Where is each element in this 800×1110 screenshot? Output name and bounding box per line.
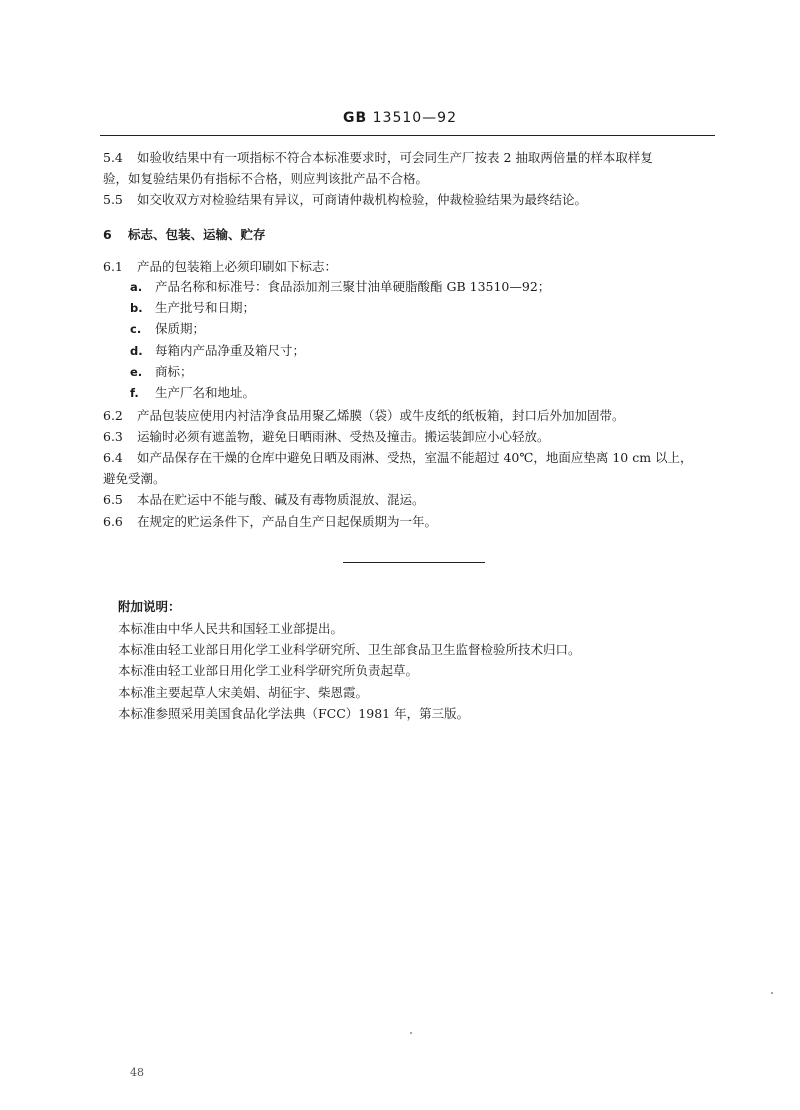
item-text: 每箱内产品净重及箱尺寸； [155, 343, 306, 358]
note-line: 本标准参照采用美国食品化学法典（FCC）1981 年，第三版。 [118, 706, 470, 721]
clause-6-4-continued [103, 468, 166, 489]
clause-text: 如产品保存在干燥的仓库中避免日晒及雨淋、受热，室温不能超过 40℃，地面应垫离 10 cm 以上， [137, 450, 693, 465]
clause-6-3 [103, 426, 550, 447]
clause-6-1 [103, 256, 337, 277]
clause-5-4 [103, 147, 653, 168]
clause-6-5 [103, 489, 425, 510]
item-letter: a. [130, 280, 143, 294]
item-letter: b. [130, 301, 143, 315]
clause-text: 在规定的贮运条件下，产品自生产日起保质期为一年。 [137, 514, 438, 529]
section-end-rule [343, 562, 485, 563]
item-letter: e. [130, 365, 143, 379]
item-letter: f. [130, 386, 139, 400]
clause-number: 6.1 [103, 259, 123, 274]
clause-number: 6.5 [103, 492, 123, 507]
clause-text: 产品的包装箱上必须印刷如下标志： [137, 259, 338, 274]
section-title: 标志、包装、运输、贮存 [128, 227, 266, 242]
list-item [130, 362, 193, 380]
list-item [130, 319, 205, 337]
clause-6-6 [103, 511, 437, 532]
list-item [130, 383, 255, 401]
page-header [0, 110, 800, 126]
clause-number: 6.6 [103, 514, 123, 529]
clause-6-2 [103, 405, 625, 426]
note-line: 本标准主要起草人宋美娟、胡征宇、柴恩霞。 [118, 685, 369, 700]
clause-number: 6.2 [103, 408, 123, 423]
clause-6-4 [103, 447, 693, 468]
header-prefix: GB [343, 110, 368, 126]
item-letter: d. [130, 344, 143, 358]
scan-speck [771, 992, 773, 994]
list-item [130, 341, 305, 359]
note-line: 本标准由中华人民共和国轻工业部提出。 [118, 621, 344, 636]
item-text: 生产厂名和地址。 [155, 385, 256, 400]
clause-text: 运输时必须有遮盖物，避免日晒雨淋、受热及撞击。搬运装卸应小心轻放。 [137, 429, 550, 444]
clause-number: 6.3 [103, 429, 123, 444]
notes-title: 附加说明： [118, 599, 181, 614]
note-line: 本标准由轻工业部日用化学工业科学研究所负责起草。 [118, 663, 419, 678]
note-line: 本标准由轻工业部日用化学工业科学研究所、卫生部食品卫生监督检验所技术归口。 [118, 642, 581, 657]
clause-text: 本品在贮运中不能与酸、碱及有毒物质混放、混运。 [137, 492, 425, 507]
item-text: 商标； [155, 364, 193, 379]
clause-number: 5.5 [103, 192, 123, 207]
scan-speck [410, 1032, 412, 1034]
item-letter: c. [130, 322, 142, 336]
item-text: 产品名称和标准号：食品添加剂三聚甘油单硬脂酸酯 GB 13510—92； [155, 279, 551, 294]
item-text: 保质期； [155, 321, 206, 336]
section-6-heading [103, 224, 266, 245]
clause-text: 验，如复验结果仍有指标不合格，则应判该批产品不合格。 [103, 171, 429, 186]
section-number: 6 [103, 227, 112, 242]
header-number: 13510—92 [372, 110, 457, 126]
clause-5-5 [103, 189, 587, 210]
header-rule [100, 135, 715, 136]
clause-text: 避免受潮。 [103, 471, 166, 486]
clause-number: 6.4 [103, 450, 123, 465]
list-item [130, 298, 255, 316]
clause-text: 如交收双方对检验结果有异议，可商请仲裁机构检验，仲裁检验结果为最终结论。 [137, 192, 588, 207]
clause-text: 产品包装应使用内衬洁净食品用聚乙烯膜（袋）或牛皮纸的纸板箱，封口后外加加固带。 [137, 408, 625, 423]
list-item [130, 277, 550, 295]
clause-5-4-continued [103, 168, 428, 189]
clause-text: 如验收结果中有一项指标不符合本标准要求时，可会同生产厂按表 2 抽取两倍量的样本取样复 [137, 150, 653, 165]
clause-number: 5.4 [103, 150, 123, 165]
page-number: 48 [130, 1066, 144, 1079]
item-text: 生产批号和日期； [155, 300, 256, 315]
